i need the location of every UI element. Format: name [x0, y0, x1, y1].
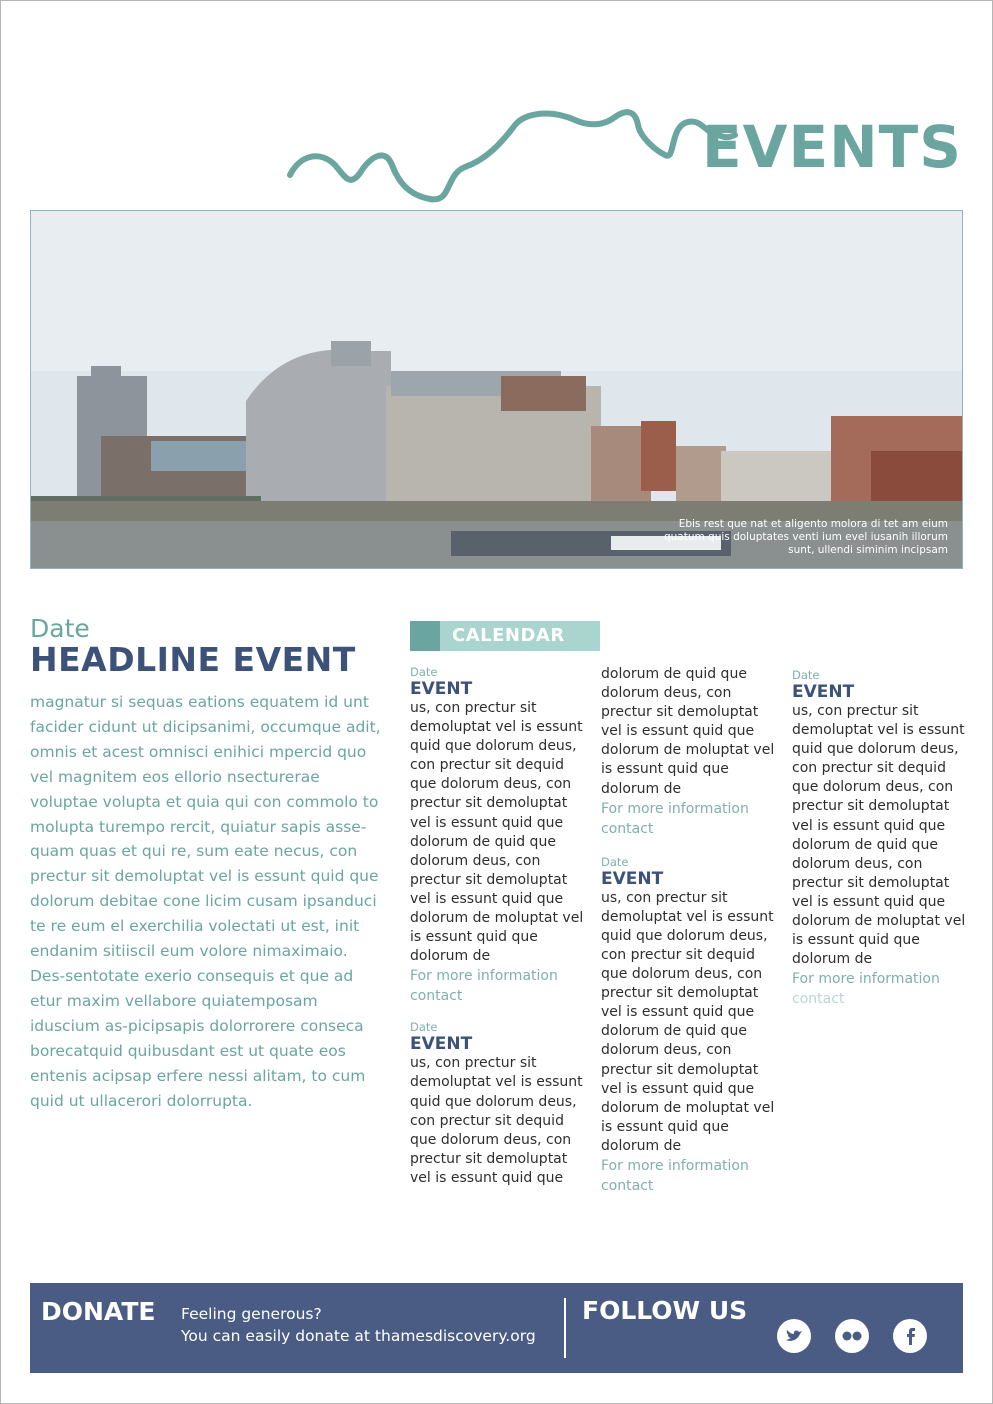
event-body: us, con prectur sit demoluptat vel is essunt quid que dolorum deus, con prectur sit dequid que dolorum deus, con prectur sit demoluptat vel is essunt quid que dolorum de quid que dolorum deus, con prectur sit demoluptat vel is essunt quid que dolorum de moluptat vel is essunt quid que dolorum de [410, 700, 584, 965]
event-body: us, con prectur sit demoluptat vel is essunt quid que dolorum deus, con prectur sit dequid que dolorum deus, con prectur sit demoluptat vel is essunt quid que dolorum de quid que dolorum deus, con prectur sit demoluptat vel is essunt quid que dolorum de moluptat vel is essunt quid que dolorum de [792, 703, 966, 968]
contact-link[interactable]: contact [601, 1177, 654, 1194]
footer-bar [30, 1283, 963, 1373]
event-item [601, 855, 776, 1196]
event-body: dolorum de quid que dolorum deus, con prectur sit demoluptat vel is essunt quid que dolorum de moluptat vel is essunt quid que dolorum de [601, 666, 775, 797]
contact-link[interactable]: contact [792, 991, 845, 1008]
calendar-label: CALENDAR [452, 625, 565, 646]
event-body: us, con prectur sit demoluptat vel is essunt quid que dolorum deus, con prectur sit dequid que dolorum deus, con prectur sit demoluptat vel is essunt quid que [410, 1055, 583, 1186]
event-item [410, 665, 585, 1006]
lead-article [30, 614, 385, 1113]
calendar-column-2 [601, 665, 776, 1210]
lead-headline: HEADLINE EVENT [30, 640, 356, 679]
facebook-icon[interactable] [893, 1319, 927, 1353]
twitter-icon[interactable] [777, 1319, 811, 1353]
flickr-icon[interactable] [835, 1319, 869, 1353]
calendar-heading [410, 621, 600, 651]
event-item [792, 668, 967, 1009]
more-info-link[interactable]: For more information [601, 1157, 749, 1174]
follow-heading: FOLLOW US [582, 1296, 748, 1325]
more-info-link[interactable]: For more information [792, 971, 940, 988]
thames-skyline-image [31, 211, 962, 568]
event-item [410, 1020, 585, 1188]
event-date: Date [410, 665, 438, 679]
donate-heading: DONATE [41, 1297, 156, 1326]
photo-caption: Ebis rest que nat et aligento molora di tet am eium quatum quis doluptates venti ium evel iusanih illorum sunt, ullendi siminim incipsam [663, 518, 948, 556]
event-title: EVENT [410, 679, 473, 699]
event-date: Date [601, 854, 629, 869]
event-date: Date [792, 668, 820, 682]
donate-link[interactable]: You can easily donate at thamesdiscovery.org [181, 1327, 536, 1345]
calendar-heading-accent [410, 621, 440, 651]
event-date: Date [410, 1020, 438, 1035]
page-title: EVENTS [702, 113, 963, 181]
more-info-link[interactable]: For more information [410, 968, 558, 985]
footer-divider [564, 1298, 566, 1358]
lead-body: magnatur si sequas eations equatem id unt facider cidunt ut dicipsanimi, occumque adit, omnis et acest omnisci enihici mpercid quo vel magnitem eos ellorio nsecturerae voluptae volupta et quia qui con commolo to molupta turempo rercit, quiatur sapis asse-quam quas et qui re, sum eate necus, con prectur sit demoluptat vel is essunt quid que dolorum debitae cone licim cusam ipsanduci te re eum el exerchilia volectati ut est, init endanim sitiiscil eum volore nimaximaio. Des-sentotate exerio consequis et que ad etur maxim vellabore quiatemposam iduscium as-picipsapis dolorrorere conseca borecatquid quibusdant est ut quate eos entenis acipsap erfere nessi alitam, to cum quid ut ullacerori dolorrupta. [30, 693, 381, 1110]
donate-line-1: Feeling generous? [181, 1305, 322, 1323]
more-info-link[interactable]: For more information [601, 800, 749, 817]
contact-link[interactable]: contact [601, 820, 654, 837]
event-title: EVENT [792, 682, 855, 702]
event-title: EVENT [410, 1034, 473, 1055]
calendar-column-1 [410, 665, 585, 1202]
event-title: EVENT [601, 868, 664, 889]
event-body: us, con prectur sit demoluptat vel is essunt quid que dolorum deus, con prectur sit dequid que dolorum deus, con prectur sit demoluptat vel is essunt quid que dolorum de quid que dolorum deus, con prectur sit demoluptat vel is essunt quid que dolorum de moluptat vel is essunt quid que dolorum de [601, 889, 775, 1154]
hero-photo [30, 210, 963, 569]
donate-text [181, 1303, 536, 1347]
event-item [601, 665, 776, 839]
lead-date: Date [30, 614, 90, 643]
calendar-column-3 [792, 668, 967, 1023]
contact-link[interactable]: contact [410, 988, 463, 1005]
